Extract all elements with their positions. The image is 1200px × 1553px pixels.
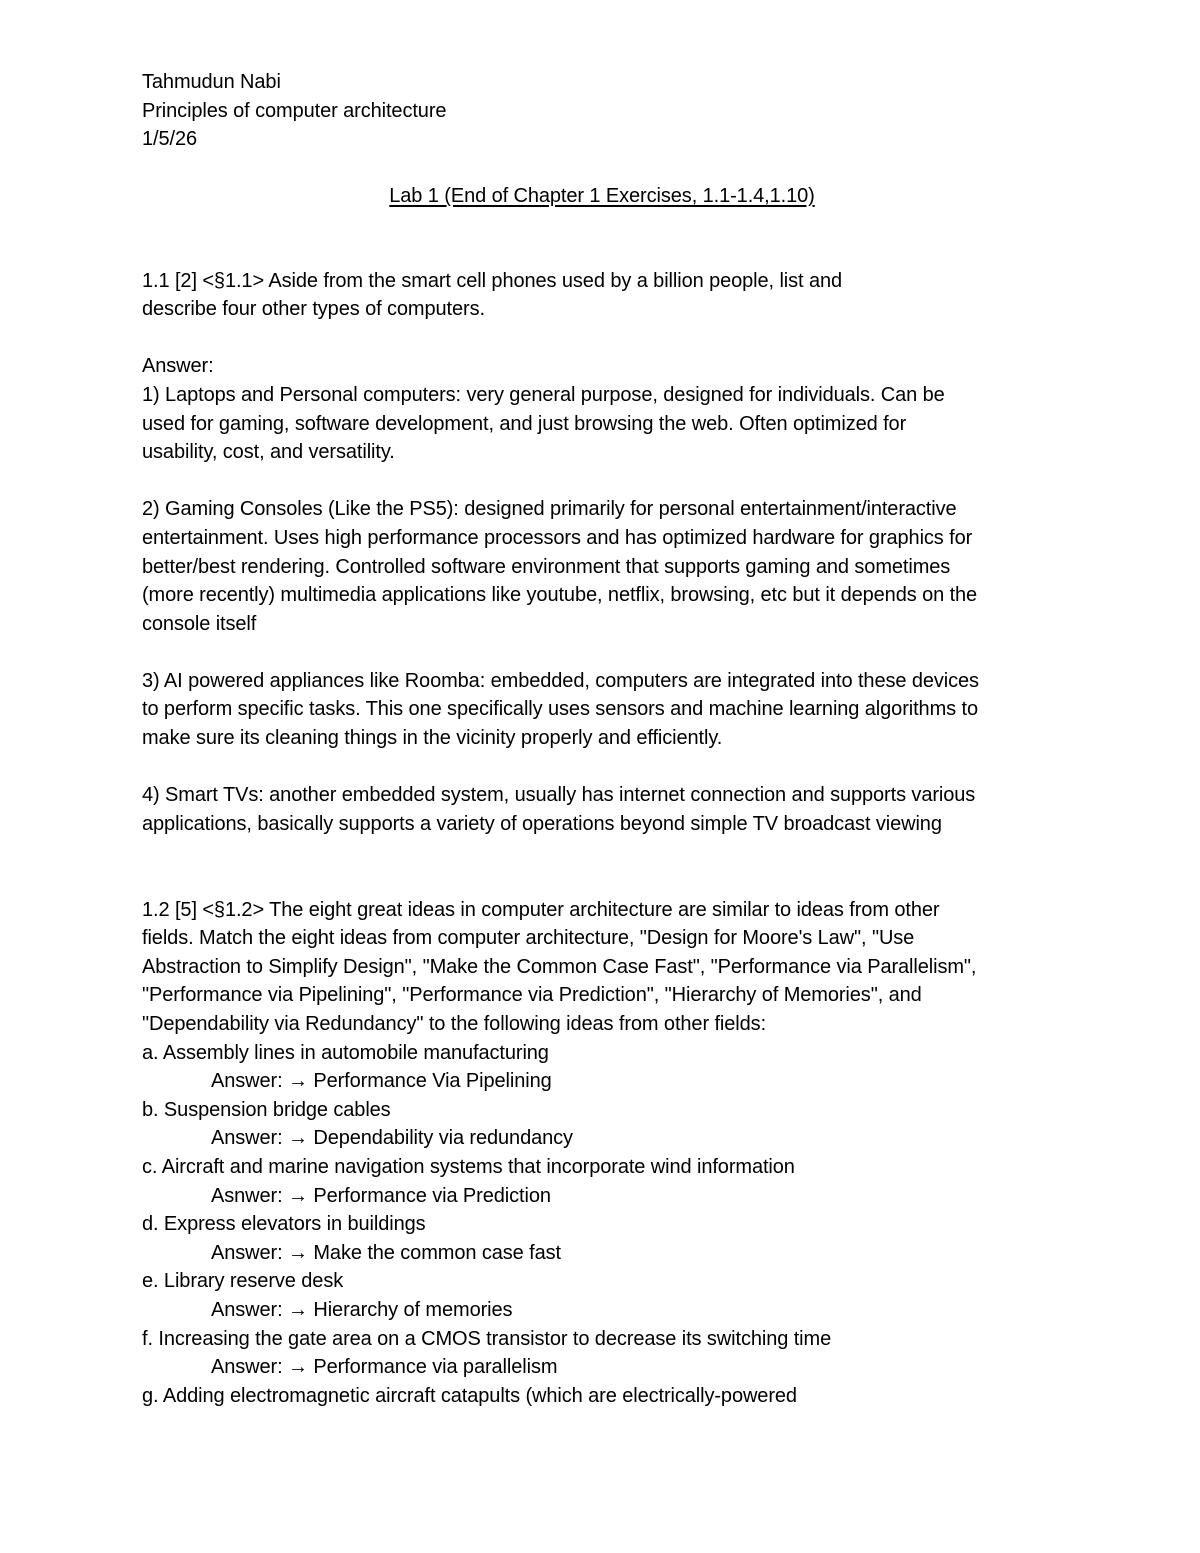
match-prompt: g. Adding electromagnetic aircraft catapults (which are electrically-powered: [142, 1384, 797, 1407]
question-text-line: 1.2 [5] <§1.2> The eight great ideas in computer architecture are similar to ideas from other: [142, 898, 940, 921]
question-text-line: "Dependability via Redundancy" to the following ideas from other fields:: [142, 1013, 767, 1035]
answer-item-3: [142, 667, 1062, 753]
author-name: Tahmudun Nabi: [142, 71, 281, 93]
match-list: [142, 1039, 1062, 1411]
answer-text-line: make sure its cleaning things in the vicinity properly and efficiently.: [142, 727, 723, 750]
answer-text-line: to perform specific tasks. This one specifically uses sensors and machine learning algorithms to: [142, 698, 978, 721]
lab-title-text: Lab 1 (End of Chapter 1 Exercises, 1.1-1.4,1.10): [389, 184, 815, 207]
question-text-line: "Performance via Pipelining", "Performance via Prediction", "Hierarchy of Memories", and: [142, 984, 922, 1007]
answer-text-line: (more recently) multimedia applications like youtube, netflix, browsing, etc but it depends on the: [142, 584, 978, 607]
answer-text-line: 3) AI powered appliances like Roomba: embedded, computers are integrated into these devices: [142, 669, 979, 692]
match-answer: Answer: → Performance via parallelism: [211, 1356, 558, 1379]
match-prompt: a. Assembly lines in automobile manufacturing: [142, 1041, 549, 1064]
question-text-line: fields. Match the eight ideas from computer architecture, "Design for Moore's Law", "Use: [142, 927, 915, 950]
match-prompt: d. Express elevators in buildings: [142, 1213, 426, 1236]
document-date: 1/5/26: [142, 128, 198, 151]
answer-text-line: 4) Smart TVs: another embedded system, usually has internet connection and supports various: [142, 784, 976, 807]
course-name: Principles of computer architecture: [142, 99, 447, 122]
match-prompt: c. Aircraft and marine navigation systems that incorporate wind information: [142, 1155, 795, 1178]
question-text-line: describe four other types of computers.: [142, 298, 485, 321]
answer-text-line: better/best rendering. Controlled software environment that supports gaming and sometimes: [142, 555, 951, 578]
answer-text-line: console itself: [142, 612, 257, 635]
match-prompt: f. Increasing the gate area on a CMOS transistor to decrease its switching time: [142, 1327, 832, 1350]
answer-text-line: used for gaming, software development, and just browsing the web. Often optimized for: [142, 412, 907, 435]
answer-text-line: applications, basically supports a variety of operations beyond simple TV broadcast viewing: [142, 812, 942, 835]
lab-title: [142, 182, 1062, 211]
match-answer: Answer: → Make the common case fast: [211, 1241, 561, 1264]
question-1-1: [142, 267, 1062, 324]
question-1-2: [142, 896, 1062, 1039]
question-text-line: 1.1 [2] <§1.1> Aside from the smart cell phones used by a billion people, list and: [142, 269, 843, 292]
match-prompt: e. Library reserve desk: [142, 1270, 344, 1293]
answer-item-4: [142, 781, 1062, 838]
answer-item-1: [142, 381, 1062, 467]
match-answer: Answer: → Dependability via redundancy: [211, 1127, 573, 1150]
answer-text-line: usability, cost, and versatility.: [142, 441, 395, 464]
answer-text-line: entertainment. Uses high performance processors and has optimized hardware for graphics for: [142, 526, 973, 549]
match-answer: Asnwer: → Performance via Prediction: [211, 1184, 551, 1207]
answer-text-line: 1) Laptops and Personal computers: very general purpose, designed for individuals. Can be: [142, 383, 945, 406]
document-body: [142, 68, 1062, 1410]
answer-label: Answer:: [142, 355, 214, 378]
answer-item-2: [142, 495, 1062, 638]
match-prompt: b. Suspension bridge cables: [142, 1098, 391, 1121]
question-text-line: Abstraction to Simplify Design", "Make the Common Case Fast", "Performance via Parallelism",: [142, 955, 977, 978]
match-answer: Answer: → Performance Via Pipelining: [211, 1070, 552, 1093]
answer-text-line: 2) Gaming Consoles (Like the PS5): designed primarily for personal entertainment/interactive: [142, 498, 957, 521]
match-answer: Answer: → Hierarchy of memories: [211, 1298, 513, 1321]
